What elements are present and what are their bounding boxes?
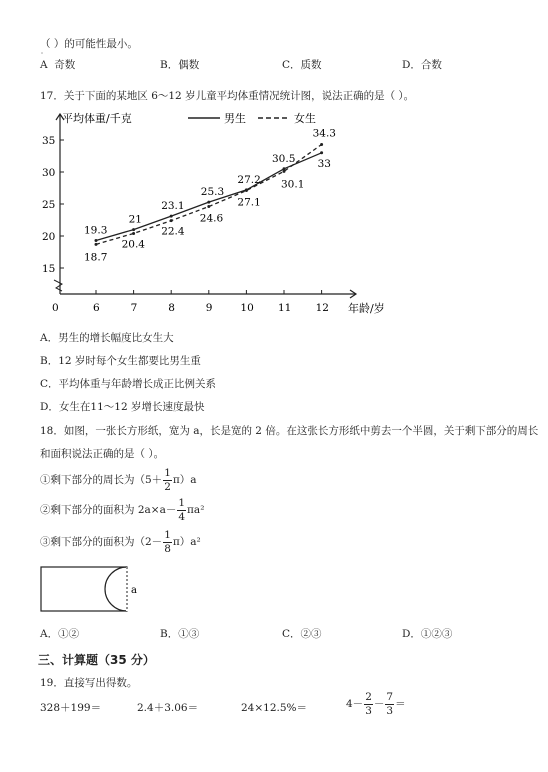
q17-option-b[interactable]: B．12 岁时每个女生都要比男生重 — [40, 355, 201, 367]
q18-stem-line2: 和面积说法正确的是（ ）。 — [40, 448, 165, 460]
calc-item-2: 2.4＋3.06＝ — [137, 702, 199, 714]
y-tick-label: 30 — [42, 167, 56, 179]
calc-item-3: 24×12.5%＝ — [241, 702, 308, 714]
data-label: 20.4 — [121, 238, 145, 251]
width-label: a — [131, 585, 137, 596]
y-tick-label: 25 — [42, 199, 56, 211]
x-tick-label: 6 — [93, 302, 100, 314]
data-point — [95, 239, 98, 242]
x-tick-label: 0 — [52, 302, 59, 314]
data-point — [132, 232, 135, 235]
data-point — [207, 205, 210, 208]
data-point — [320, 151, 323, 154]
q19-stem: 19．直接写出得数。 — [40, 677, 138, 689]
q17-stem: 17．关于下面的某地区 6～12 岁儿童平均体重情况统计图，说法正确的是（ ）。 — [40, 90, 415, 102]
y-tick-label: 35 — [42, 135, 56, 147]
data-label: 23.1 — [161, 200, 185, 213]
data-label: 30.5 — [272, 152, 296, 165]
q17-option-a[interactable]: A．男生的增长幅度比女生大 — [40, 332, 174, 344]
data-label: 21 — [128, 213, 142, 226]
q16-option-c[interactable]: C．质数 — [282, 59, 322, 71]
data-point — [132, 228, 135, 231]
data-label: 34.3 — [312, 127, 336, 140]
fraction: $\frac{1}{8}$ — [164, 529, 171, 555]
data-label: 18.7 — [84, 251, 108, 264]
data-label: 27.1 — [237, 196, 261, 209]
fraction: $\frac{7}{3}$ — [386, 691, 394, 717]
x-tick-label: 9 — [205, 302, 213, 314]
data-point — [320, 143, 323, 146]
y-axis-label: 平均体重/千克 — [62, 112, 132, 125]
section-heading: 三、计算题（35 分） — [38, 653, 155, 667]
fraction: $\frac{1}{2}$ — [164, 467, 171, 493]
x-tick-label: 11 — [278, 302, 292, 314]
q18-option-d[interactable]: D．①②③ — [402, 628, 453, 640]
calc-item-4: 4－ $\frac{2}{3}$ － $\frac{7}{3}$ ＝ — [346, 691, 406, 717]
data-point — [245, 189, 248, 192]
semicircle-shape — [105, 567, 127, 611]
x-tick-label: 7 — [130, 302, 138, 314]
x-tick-label: 8 — [168, 302, 175, 314]
q16-stem: （ ）的可能性最小。 — [40, 38, 138, 50]
q16-option-a[interactable]: A 奇数 — [40, 59, 76, 71]
dot-mark: ˙ — [40, 52, 44, 61]
data-point — [283, 170, 286, 173]
data-point — [95, 243, 98, 246]
rectangle-semicircle-figure — [40, 565, 150, 615]
q16-option-d[interactable]: D．合数 — [402, 59, 442, 71]
fraction: $\frac{1}{4}$ — [178, 497, 186, 523]
data-label: 30.1 — [281, 178, 305, 191]
weight-line-chart — [38, 106, 385, 320]
q18-statement-1: ①剩下部分的周长为（5＋ $\frac{1}{2}$ π）a — [40, 467, 197, 493]
legend-label: 男生 — [224, 112, 246, 125]
data-label: 24.6 — [199, 212, 224, 225]
q18-option-c[interactable]: C．②③ — [282, 628, 322, 640]
legend-label: 女生 — [294, 112, 316, 125]
q17-option-d[interactable]: D．女生在11～12 岁增长速度最快 — [40, 401, 205, 413]
data-label: 27.2 — [237, 173, 261, 186]
axis-break-symbol — [54, 280, 62, 291]
data-point — [170, 219, 173, 222]
q17-option-c[interactable]: C．平均体重与年龄增长成正比例关系 — [40, 378, 217, 390]
x-tick-label: 12 — [315, 302, 329, 314]
q18-statement-3: ③剩下部分的面积为（2－ $\frac{1}{8}$ π）a² — [40, 529, 201, 555]
q16-option-b[interactable]: B．偶数 — [160, 59, 200, 71]
data-label: 22.4 — [161, 225, 185, 238]
q18-option-b[interactable]: B．①③ — [160, 628, 200, 640]
x-axis-label: 年龄/岁 — [348, 302, 385, 315]
y-tick-label: 20 — [42, 231, 56, 243]
q18-option-a[interactable]: A．①② — [40, 628, 80, 640]
q18-statement-2: ②剩下部分的面积为 2a×a－ $\frac{1}{4}$ πa² — [40, 497, 205, 523]
data-label: 33 — [317, 157, 331, 170]
data-point — [170, 215, 173, 218]
data-point — [207, 201, 210, 204]
data-label: 25.3 — [200, 186, 225, 199]
rectangle-shape — [41, 567, 127, 611]
calc-item-1: 328＋199＝ — [40, 702, 102, 714]
data-label: 19.3 — [84, 224, 108, 237]
fraction: $\frac{2}{3}$ — [365, 691, 372, 717]
q18-stem-line1: 18．如图，一张长方形纸，宽为 a，长是宽的 2 倍。在这张长方形纸中剪去一个半圆，关于剩下部分的周长 — [40, 425, 539, 437]
y-tick-label: 15 — [42, 263, 56, 275]
x-tick-label: 10 — [240, 302, 254, 314]
